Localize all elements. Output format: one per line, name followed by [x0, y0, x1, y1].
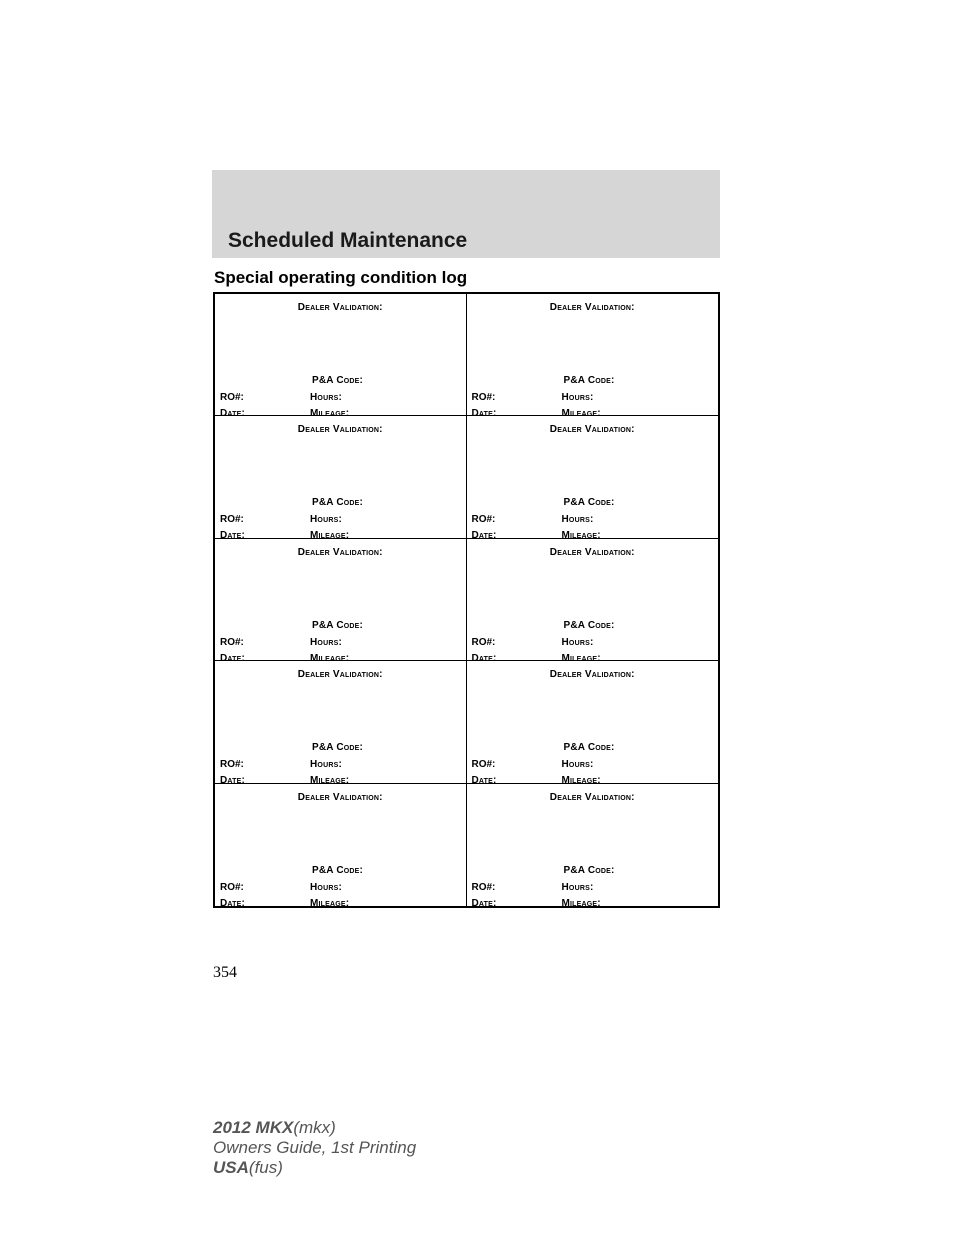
- hours-label: Hours:: [561, 759, 594, 771]
- footer-model-year: 2012 MKX: [213, 1118, 294, 1137]
- footer-line-market: [213, 1158, 416, 1178]
- pa-code-label: P&A Code:: [312, 375, 364, 386]
- mileage-label: Mileage:: [310, 408, 350, 419]
- dealer-validation-label: Dealer Validation:: [297, 791, 383, 803]
- date-label: Date:: [471, 652, 497, 664]
- hours-label: Hours:: [561, 514, 594, 526]
- mileage-label: Mileage:: [310, 530, 350, 542]
- mileage-label: Mileage:: [561, 775, 601, 787]
- page-number: 354: [213, 964, 237, 981]
- hours-label: Hours:: [310, 514, 342, 526]
- mileage-label: Mileage:: [561, 530, 601, 542]
- dealer-validation-label: Dealer Validation:: [297, 302, 383, 313]
- ro-number-label: RO#:: [471, 759, 496, 771]
- dealer-validation-label: Dealer Validation:: [297, 669, 383, 681]
- ro-number-label: RO#:: [471, 392, 496, 403]
- mileage-label: Mileage:: [561, 408, 601, 419]
- hours-label: Hours:: [310, 636, 342, 648]
- dealer-validation-label: Dealer Validation:: [297, 546, 383, 558]
- log-entry-cell: [467, 539, 719, 664]
- footer-market-code: (fus): [248, 1158, 283, 1177]
- log-entry-cell: [467, 784, 719, 909]
- document-footer: [213, 1118, 416, 1178]
- pa-code-label: P&A Code:: [563, 375, 615, 386]
- date-label: Date:: [220, 652, 246, 664]
- pa-code-label: P&A Code:: [312, 619, 364, 631]
- ro-number-label: RO#:: [220, 392, 244, 403]
- mileage-label: Mileage:: [310, 775, 350, 787]
- ro-number-label: RO#:: [220, 881, 244, 893]
- ro-number-label: RO#:: [220, 514, 244, 526]
- log-entry-cell: [215, 294, 467, 419]
- pa-code-label: P&A Code:: [563, 742, 615, 754]
- dealer-validation-label: Dealer Validation:: [297, 424, 383, 436]
- mileage-label: Mileage:: [561, 897, 601, 909]
- hours-label: Hours:: [561, 392, 594, 403]
- footer-market: USA: [213, 1158, 249, 1177]
- date-label: Date:: [220, 530, 246, 542]
- log-entry-cell: [467, 294, 719, 419]
- hours-label: Hours:: [561, 881, 594, 893]
- ro-number-label: RO#:: [220, 636, 244, 648]
- hours-label: Hours:: [561, 636, 594, 648]
- footer-guide: Owners Guide, 1st Printing: [213, 1138, 417, 1157]
- hours-label: Hours:: [310, 759, 342, 771]
- date-label: Date:: [471, 408, 497, 419]
- pa-code-label: P&A Code:: [563, 497, 615, 509]
- hours-label: Hours:: [310, 881, 342, 893]
- log-entry-cell: [215, 416, 467, 542]
- section-title: Scheduled Maintenance: [228, 229, 468, 252]
- date-label: Date:: [220, 408, 246, 419]
- date-label: Date:: [471, 775, 497, 787]
- footer-model-code: (mkx): [293, 1118, 336, 1137]
- special-operating-condition-log-table: [213, 292, 720, 908]
- dealer-validation-label: Dealer Validation:: [549, 424, 635, 436]
- log-entry-cell: [467, 416, 719, 542]
- page-heading: Special operating condition log: [214, 268, 468, 287]
- date-label: Date:: [220, 897, 246, 909]
- date-label: Date:: [471, 897, 497, 909]
- mileage-label: Mileage:: [310, 897, 350, 909]
- ro-number-label: RO#:: [471, 881, 496, 893]
- ro-number-label: RO#:: [471, 514, 496, 526]
- log-entry-cell: [215, 661, 467, 787]
- mileage-label: Mileage:: [561, 652, 601, 664]
- pa-code-label: P&A Code:: [563, 619, 615, 631]
- date-label: Date:: [220, 775, 246, 787]
- log-entry-cell: [467, 661, 719, 787]
- date-label: Date:: [471, 530, 497, 542]
- pa-code-label: P&A Code:: [312, 742, 364, 754]
- dealer-validation-label: Dealer Validation:: [549, 302, 635, 313]
- pa-code-label: P&A Code:: [563, 864, 615, 876]
- ro-number-label: RO#:: [220, 759, 244, 771]
- log-entry-cell: [215, 539, 467, 664]
- pa-code-label: P&A Code:: [312, 497, 364, 509]
- dealer-validation-label: Dealer Validation:: [549, 791, 635, 803]
- dealer-validation-label: Dealer Validation:: [549, 546, 635, 558]
- footer-line-model: [213, 1118, 416, 1138]
- hours-label: Hours:: [310, 392, 342, 403]
- mileage-label: Mileage:: [310, 652, 350, 664]
- pa-code-label: P&A Code:: [312, 864, 364, 876]
- dealer-validation-label: Dealer Validation:: [549, 669, 635, 681]
- log-entry-cell: [215, 784, 467, 909]
- ro-number-label: RO#:: [471, 636, 496, 648]
